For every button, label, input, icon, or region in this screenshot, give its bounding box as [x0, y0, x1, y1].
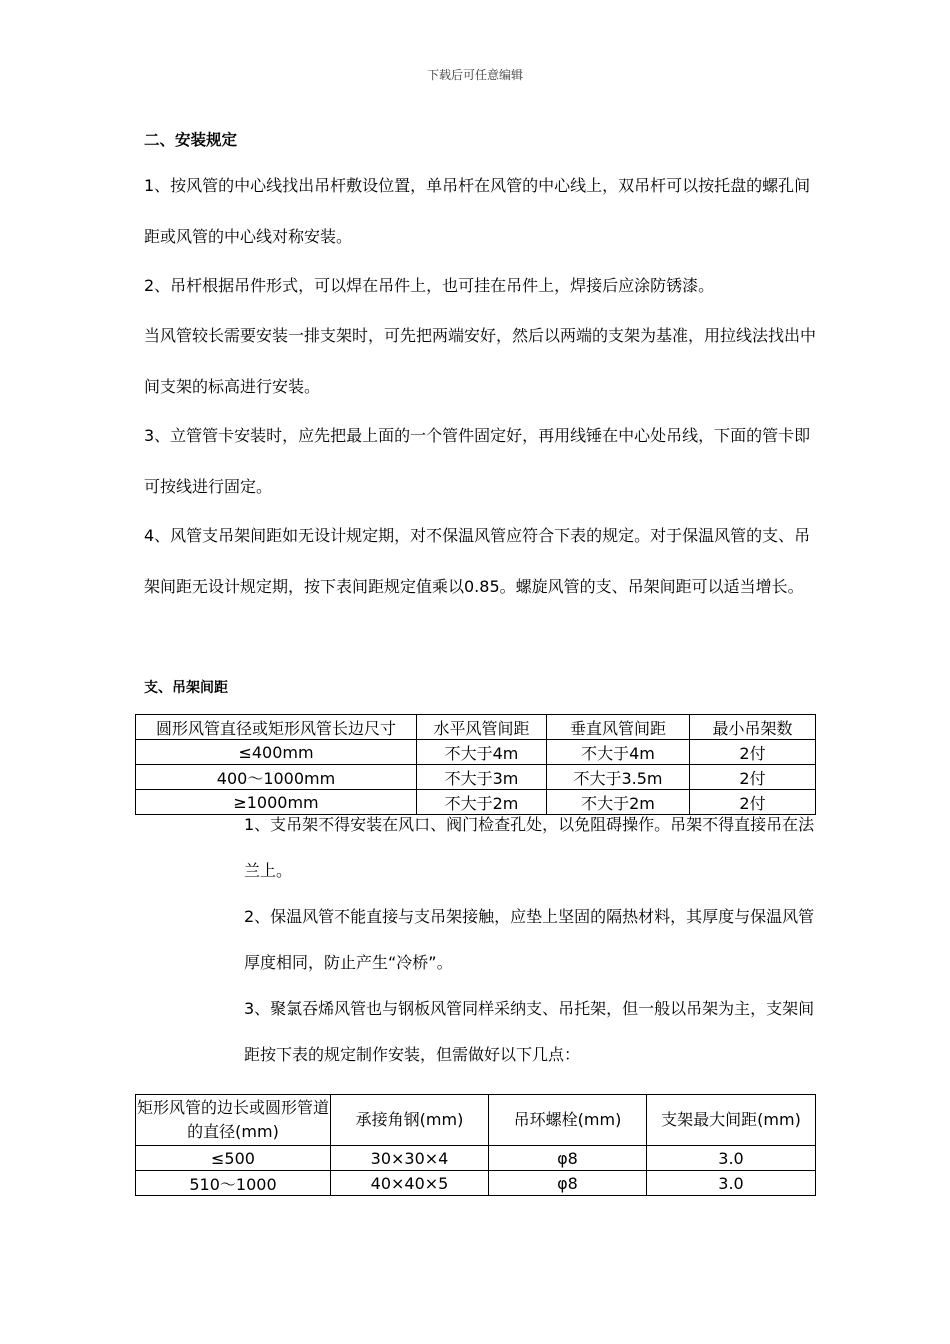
notes-list [244, 802, 824, 1078]
table-cell: 不大于2m [417, 790, 547, 815]
table-header-cell: 矩形风管的边长或圆形管道的直径(mm) [136, 1095, 331, 1146]
table-cell: 3.0 [647, 1171, 816, 1196]
table-cell: ≥1000mm [136, 790, 417, 815]
table-header-row [136, 1095, 816, 1146]
note-2: 2、保温风管不能直接与支吊架接触，应垫上坚固的隔热材料，其厚度与保温风管厚度相同，防止产生“冷桥”。 [244, 907, 815, 972]
table-cell: 400～1000mm [136, 765, 417, 790]
table-row [136, 1171, 816, 1196]
table-cell: 2付 [690, 765, 816, 790]
table-cell: 2付 [690, 740, 816, 765]
table-cell: φ8 [489, 1146, 647, 1171]
table-cell: 40×40×5 [331, 1171, 489, 1196]
table-cell: φ8 [489, 1171, 647, 1196]
paragraph-5: 4、风管支吊架间距如无设计规定期，对不保温风管应符合下表的规定。对于保温风管的支、吊架间距无设计规定期，按下表间距规定值乘以0.85。螺旋风管的支、吊架间距可以适当增长。 [144, 526, 811, 596]
paragraph-3: 当风管较长需要安装一排支架时，可先把两端安好，然后以两端的支架为基准，用拉线法找出中间支架的标高进行安装。 [144, 326, 817, 396]
table-cell: ≤500 [136, 1146, 331, 1171]
table-cell: 510～1000 [136, 1171, 331, 1196]
table-row [136, 1146, 816, 1171]
table-cell: 30×30×4 [331, 1146, 489, 1171]
table1-title: 支、吊架间距 [144, 680, 228, 696]
table-cell: 不大于3.5m [547, 765, 690, 790]
table-header-cell: 水平风管间距 [417, 715, 547, 740]
note-1: 1、支吊架不得安装在风口、阀门检查孔处，以免阻碍操作。吊架不得直接吊在法兰上。 [244, 815, 815, 880]
table-header-cell: 承接角钢(mm) [331, 1095, 489, 1146]
table-cell: 不大于4m [417, 740, 547, 765]
table-header-cell: 圆形风管直径或矩形风管长边尺寸 [136, 715, 417, 740]
note-3: 3、聚氯吞烯风管也与钢板风管同样采纳支、吊托架，但一般以吊架为主，支架间距按下表的规定制作安装，但需做好以下几点： [244, 999, 815, 1064]
table-cell: 不大于3m [417, 765, 547, 790]
paragraph-2: 2、吊杆根据吊件形式，可以焊在吊件上，也可挂在吊件上，焊接后应涂防锈漆。 [144, 276, 715, 295]
table-header-cell: 支架最大间距(mm) [647, 1095, 816, 1146]
table-cell: 2付 [690, 790, 816, 815]
table-header-cell: 最小吊架数 [690, 715, 816, 740]
table-cell: 不大于2m [547, 790, 690, 815]
table-row [136, 740, 816, 765]
header-note: 下载后可任意编辑 [426, 68, 523, 82]
table-header-cell: 吊环螺栓(mm) [489, 1095, 647, 1146]
table-header-row [136, 715, 816, 740]
table-cell: 3.0 [647, 1146, 816, 1171]
table-cell: ≤400mm [136, 740, 417, 765]
spacing-table [135, 714, 816, 815]
table-cell: 不大于4m [547, 740, 690, 765]
pvc-support-table [135, 1094, 816, 1196]
table-row [136, 765, 816, 790]
table-header-cell: 垂直风管间距 [547, 715, 690, 740]
paragraph-1: 1、按风管的中心线找出吊杆敷设位置，单吊杆在风管的中心线上，双吊杆可以按托盘的螺孔间距或风管的中心线对称安装。 [144, 176, 811, 246]
section-title: 二、安装规定 [144, 131, 238, 149]
paragraph-4: 3、立管管卡安装时，应先把最上面的一个管件固定好，再用线锤在中心处吊线，下面的管卡即可按线进行固定。 [144, 426, 811, 496]
